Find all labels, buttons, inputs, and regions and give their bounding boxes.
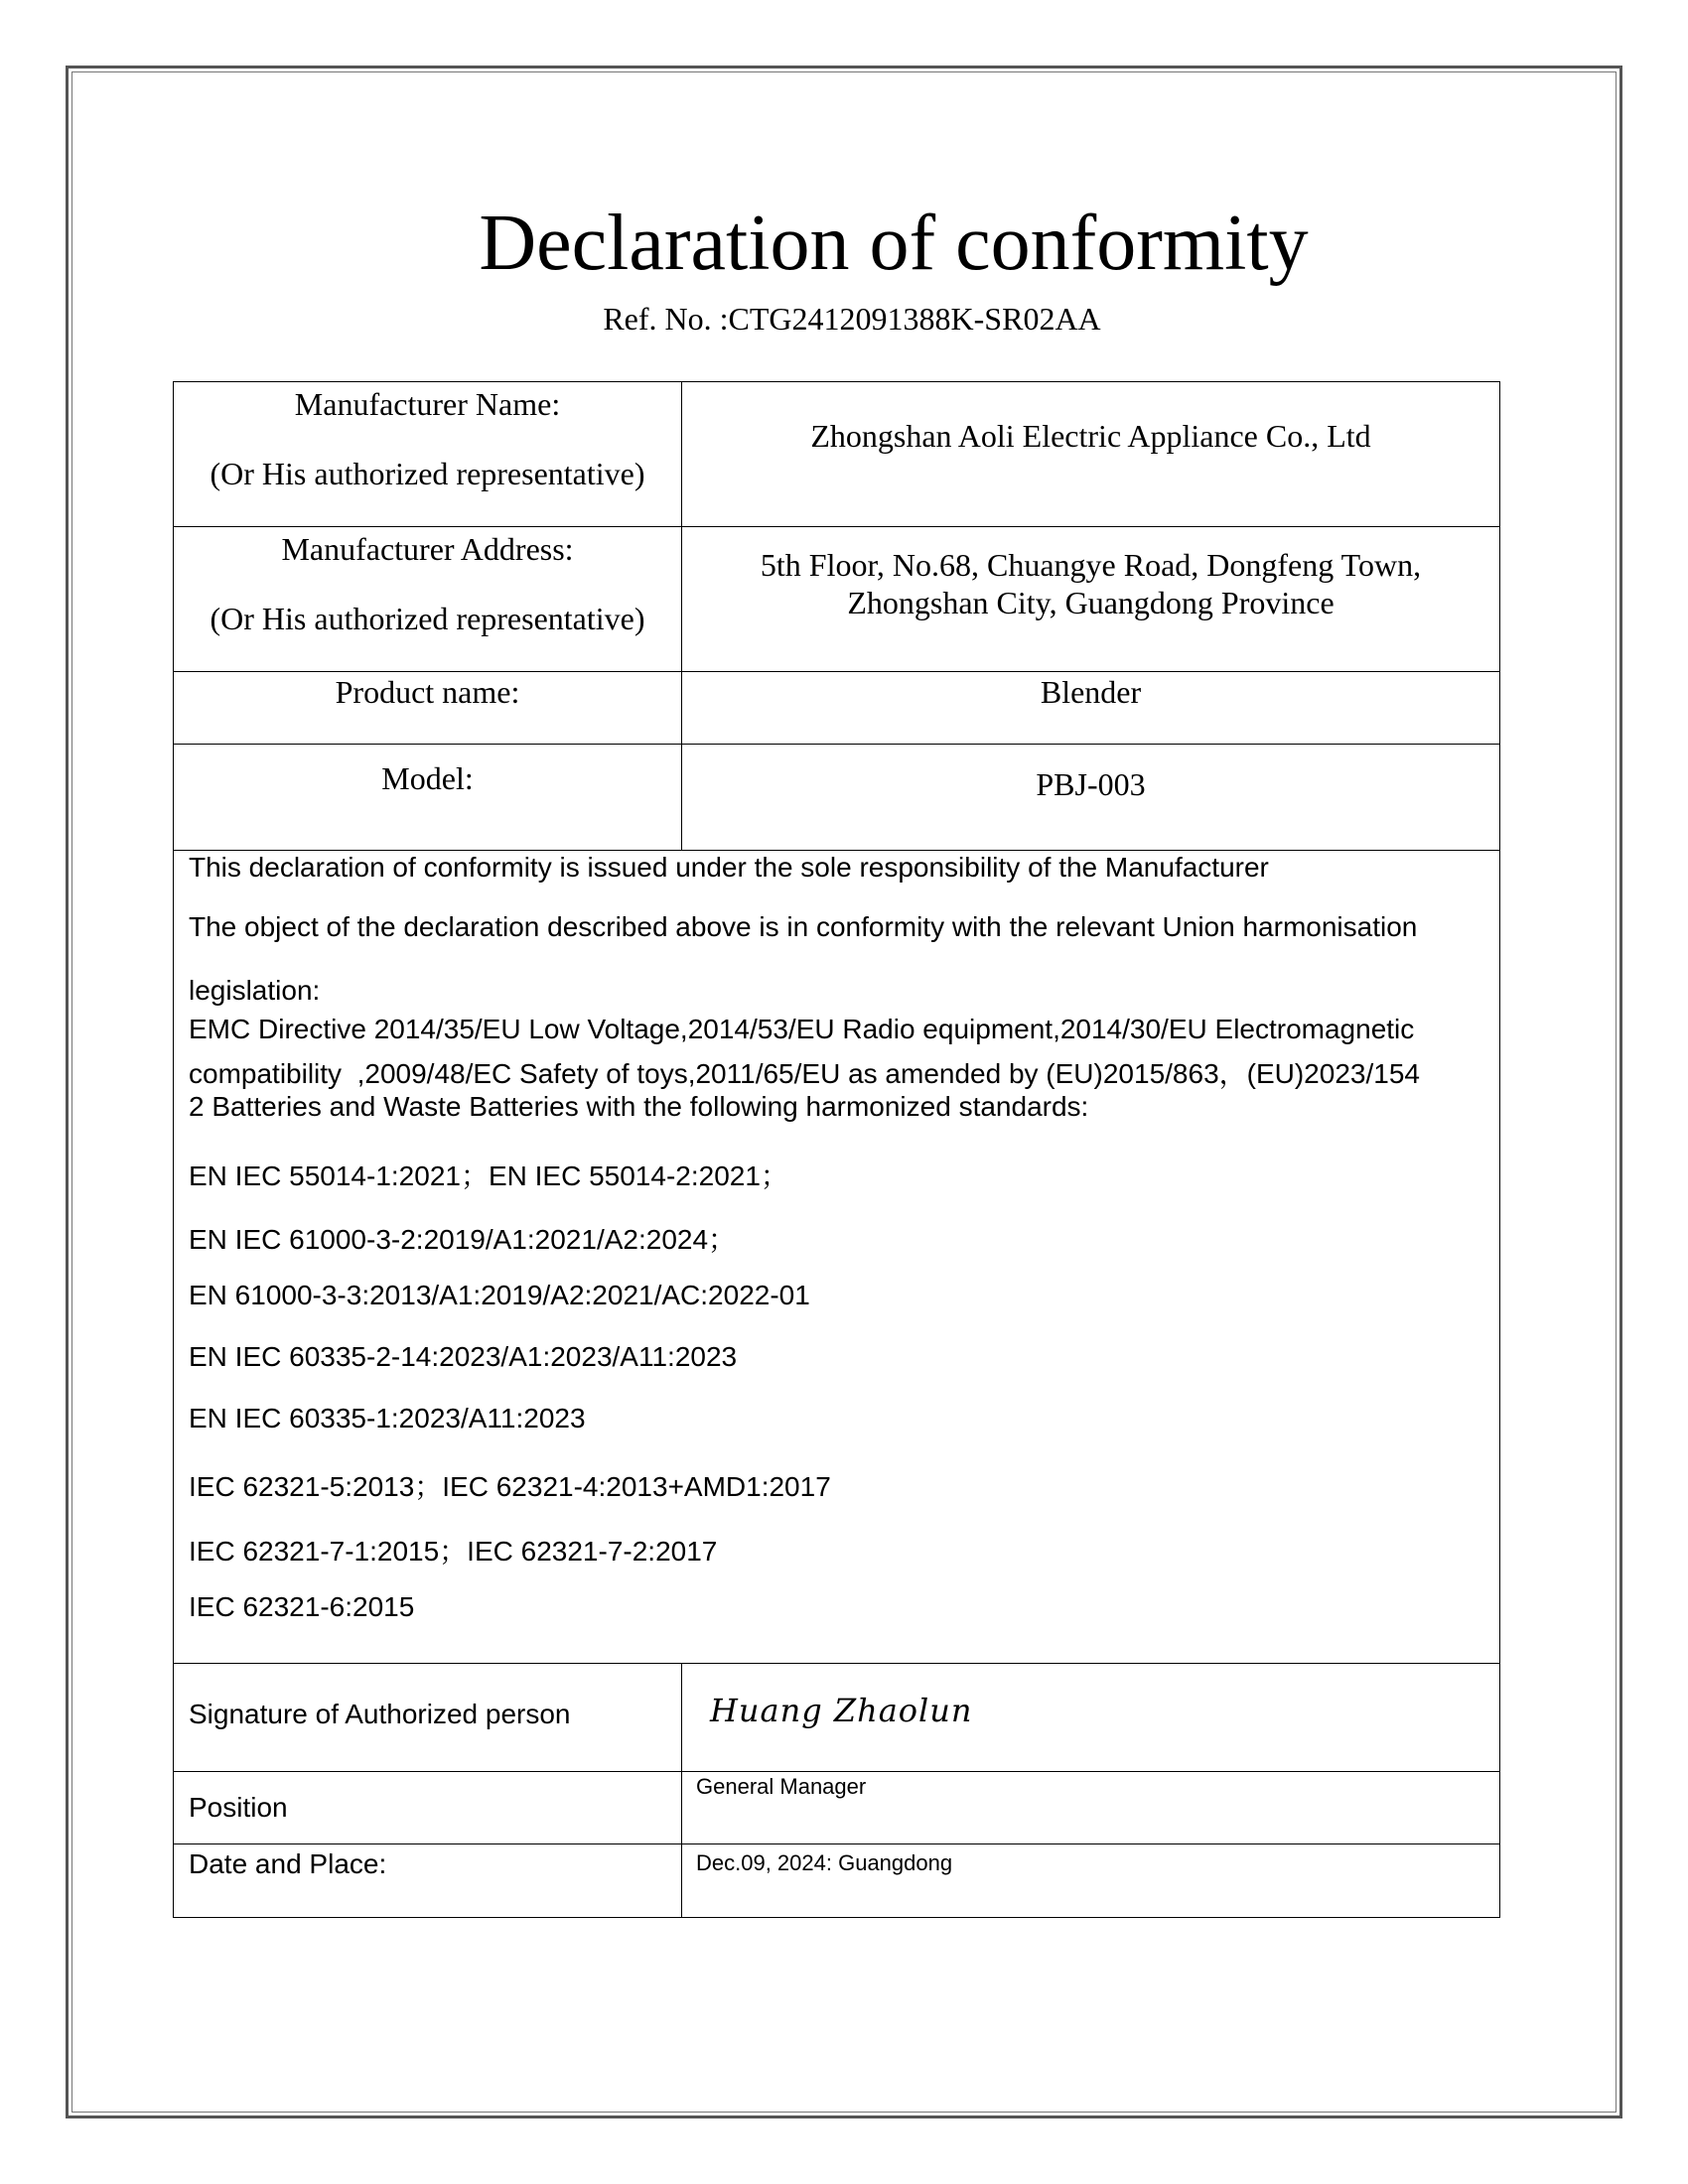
manufacturer-name-label: Manufacturer Name:: [294, 386, 561, 422]
declaration-cell: [174, 851, 1500, 1664]
signature-value-cell: [682, 1664, 1500, 1772]
position-value-cell: [682, 1772, 1500, 1844]
date-label-cell: [174, 1844, 682, 1918]
product-name-label-cell: [174, 672, 682, 745]
standard-item: EN IEC 60335-2-14:2023/A1:2023/A11:2023: [189, 1341, 738, 1372]
model-label: Model:: [381, 760, 474, 796]
position-value: General Manager: [696, 1774, 867, 1799]
standard-item: EN 61000-3-3:2013/A1:2019/A2:2021/AC:2022-01: [189, 1280, 810, 1310]
row-declaration: [174, 851, 1500, 1664]
manufacturer-address-label: Manufacturer Address:: [281, 531, 574, 567]
standard-item: IEC 62321-5:2013；IEC 62321-4:2013+AMD1:2017: [189, 1471, 831, 1502]
position-label-cell: [174, 1772, 682, 1844]
standard-item: IEC 62321-6:2015: [189, 1591, 415, 1622]
standard-item: EN IEC 55014-1:2021；EN IEC 55014-2:2021；: [189, 1160, 788, 1191]
declaration-table: [173, 381, 1500, 1918]
model-value: PBJ-003: [1036, 766, 1146, 802]
row-model: [174, 745, 1500, 851]
manufacturer-address-line1: 5th Floor, No.68, Chuangye Road, Dongfeng Town,: [760, 547, 1422, 583]
manufacturer-address-label-cell: [174, 527, 682, 672]
standard-item: EN IEC 61000-3-2:2019/A1:2021/A2:2024；: [189, 1224, 737, 1255]
signature-label: Signature of Authorized person: [189, 1699, 571, 1729]
signature-label-cell: [174, 1664, 682, 1772]
declaration-line-6: 2 Batteries and Waste Batteries with the following harmonized standards:: [189, 1091, 1089, 1122]
position-label: Position: [189, 1792, 288, 1823]
declaration-line-3: legislation:: [189, 975, 321, 1006]
product-name-label: Product name:: [335, 674, 520, 710]
manufacturer-address-value-cell: [682, 527, 1500, 672]
declaration-line-4: EMC Directive 2014/35/EU Low Voltage,2014/53/EU Radio equipment,2014/30/EU Electromagnetic: [189, 1014, 1415, 1044]
product-name-value: Blender: [1040, 674, 1142, 710]
model-value-cell: [682, 745, 1500, 851]
model-label-cell: [174, 745, 682, 851]
document-title: Declaration of conformity: [479, 200, 1309, 287]
manufacturer-name-value: Zhongshan Aoli Electric Appliance Co., Ltd: [810, 418, 1371, 454]
row-product-name: [174, 672, 1500, 745]
handwritten-signature: Huang Zhaolun: [710, 1692, 973, 1729]
title-container: [0, 200, 1688, 287]
manufacturer-name-sublabel: (Or His authorized representative): [210, 456, 645, 491]
manufacturer-address-line2: Zhongshan City, Guangdong Province: [847, 585, 1335, 620]
row-date-place: [174, 1844, 1500, 1918]
row-signature: [174, 1664, 1500, 1772]
row-manufacturer-address: [174, 527, 1500, 672]
row-position: [174, 1772, 1500, 1844]
date-place-label: Date and Place:: [189, 1848, 387, 1879]
manufacturer-name-value-cell: [682, 382, 1500, 527]
date-value-cell: [682, 1844, 1500, 1918]
reference-number: Ref. No. :CTG2412091388K-SR02AA: [603, 301, 1101, 337]
product-name-value-cell: [682, 672, 1500, 745]
declaration-line-5: compatibility ,2009/48/EC Safety of toys,2011/65/EU as amended by (EU)2015/863，(EU)2023/154: [189, 1058, 1420, 1089]
standard-item: IEC 62321-7-1:2015；IEC 62321-7-2:2017: [189, 1536, 718, 1567]
declaration-line-2: The object of the declaration described above is in conformity with the relevant Union harmonisation: [189, 911, 1418, 942]
date-place-value: Dec.09, 2024: Guangdong: [696, 1850, 953, 1875]
row-manufacturer-name: [174, 382, 1500, 527]
declaration-line-1: This declaration of conformity is issued under the sole responsibility of the Manufacturer: [189, 852, 1269, 883]
manufacturer-address-sublabel: (Or His authorized representative): [210, 601, 645, 636]
manufacturer-name-label-cell: [174, 382, 682, 527]
standard-item: EN IEC 60335-1:2023/A11:2023: [189, 1403, 586, 1433]
